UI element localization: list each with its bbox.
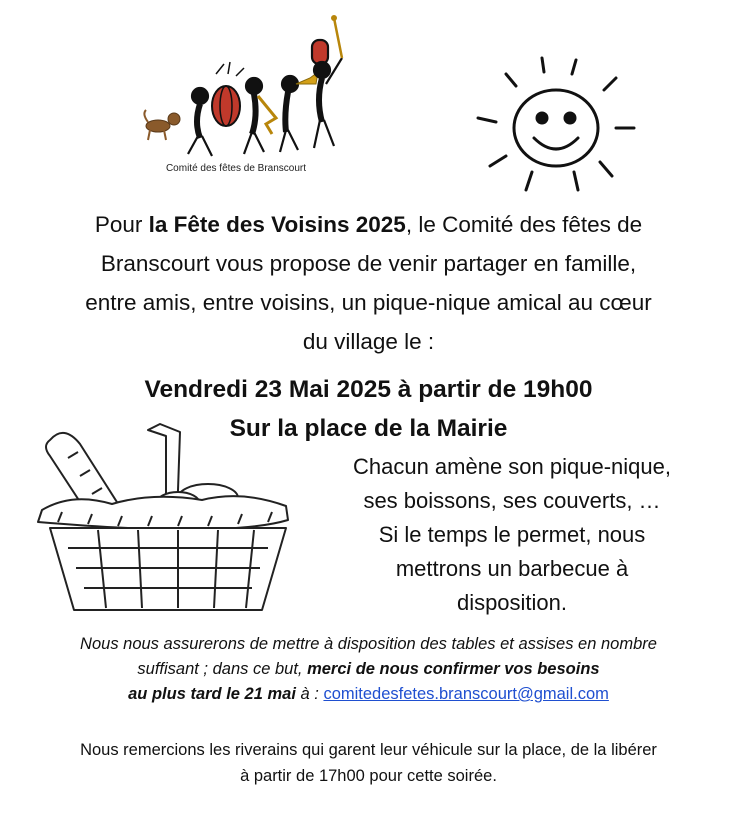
details-line-5: disposition. bbox=[456, 590, 568, 615]
email-link[interactable]: comitedesfetes.branscourt@gmail.com bbox=[323, 685, 609, 703]
thanks-line-1: Nous remercions les riverains qui garent leur véhicule sur la place, de la libérer bbox=[80, 741, 657, 759]
intro-line-2: Branscourt vous propose de venir partager en famille, bbox=[100, 251, 637, 276]
notice-paragraph bbox=[10, 632, 727, 707]
intro-paragraph bbox=[30, 205, 707, 361]
notice-line-3-plain: à : bbox=[295, 685, 324, 703]
thanks-line-2: à partir de 17h00 pour cette soirée. bbox=[240, 767, 497, 785]
details-paragraph bbox=[312, 450, 712, 620]
intro-prefix: Pour bbox=[94, 212, 149, 237]
logo-caption: Comité des fêtes de Branscourt bbox=[165, 163, 307, 174]
event-date: Vendredi 23 Mai 2025 à partir de 19h00 bbox=[144, 376, 593, 403]
notice-line-2-plain: suffisant ; dans ce but, bbox=[137, 660, 308, 678]
details-line-2: ses boissons, ses couverts, … bbox=[363, 488, 661, 513]
notice-line-1: Nous nous assurerons de mettre à disposition des tables et assises en nombre bbox=[80, 635, 657, 653]
notice-line-2 bbox=[10, 657, 727, 682]
intro-line-1-rest: , le Comité des fêtes de bbox=[405, 212, 643, 237]
event-place: Sur la place de la Mairie bbox=[229, 415, 508, 442]
notice-line-3 bbox=[10, 682, 727, 707]
details-line-1: Chacun amène son pique-nique, bbox=[352, 454, 671, 479]
details-line-4: mettrons un barbecue à bbox=[395, 556, 629, 581]
intro-line-3: entre amis, entre voisins, un pique-nique amical au cœur bbox=[85, 290, 652, 315]
event-name: la Fête des Voisins 2025 bbox=[148, 212, 406, 237]
intro-line-1 bbox=[30, 205, 707, 244]
picnic-basket-icon bbox=[28, 418, 312, 618]
details-line-3: Si le temps le permet, nous bbox=[378, 522, 646, 547]
thanks-paragraph bbox=[10, 737, 727, 789]
notice-deadline: au plus tard le 21 mai bbox=[128, 685, 296, 703]
notice-line-2-bold: merci de nous confirmer vos besoins bbox=[307, 660, 600, 678]
marching-band-logo-icon bbox=[130, 14, 360, 184]
intro-line-4: du village le : bbox=[302, 329, 435, 354]
smiling-sun-icon bbox=[466, 48, 642, 198]
